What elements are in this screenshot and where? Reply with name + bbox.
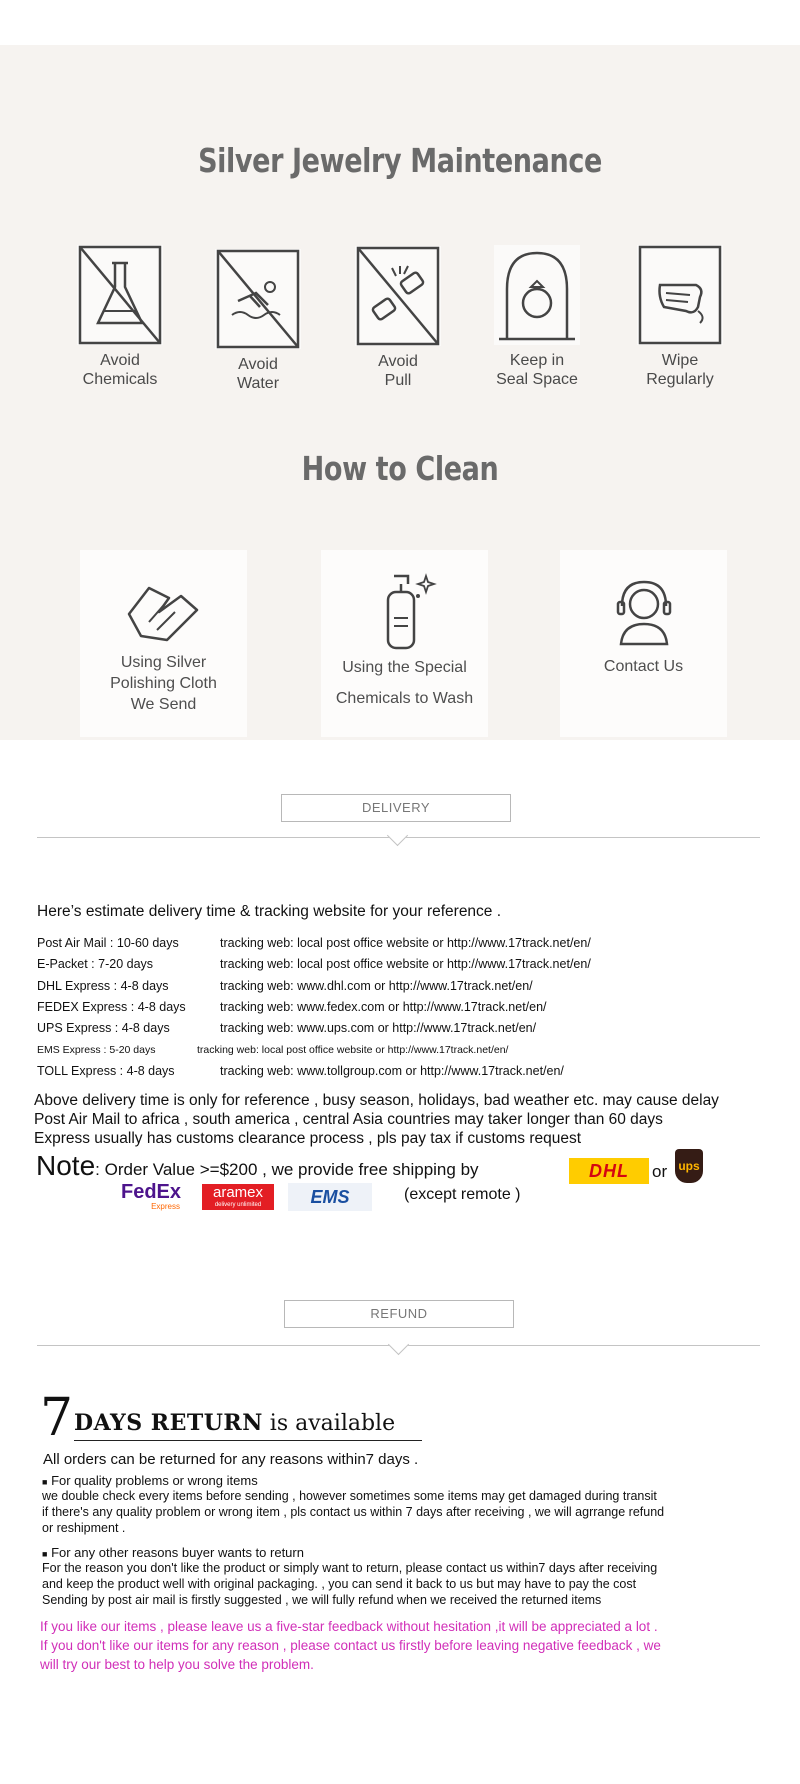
shipping-row: Post Air Mail : 10-60 days tracking web: local post office website or http://www.17track.net/en/ [37, 936, 591, 950]
or-text: or [652, 1162, 668, 1181]
ups-logo: ups [675, 1149, 703, 1183]
refund-p2-line: For the reason you don't like the product or simply want to return, please contact us within7 days after receiving [42, 1561, 658, 1575]
delivery-intro: Here’s estimate delivery time & tracking website for your reference . [37, 903, 502, 920]
shipping-row: TOLL Express : 4-8 days tracking web: www.tollgroup.com or http://www.17track.net/en/ [37, 1064, 564, 1078]
customer-service-icon [560, 572, 727, 652]
maintenance-label: Avoid Pull [378, 353, 418, 389]
refund-p1-line: we double check every items before sending , however sometimes some items may get damaged during transit [42, 1489, 657, 1503]
refund-line-1: All orders can be returned for any reasons within7 days . [43, 1451, 419, 1468]
refund-point-1-head: ■ For quality problems or wrong items [42, 1473, 258, 1488]
refund-p2-line: and keep the product well with original packaging. , you can send it back to us but may have to pay the cost [42, 1577, 637, 1591]
return-underline [74, 1440, 422, 1441]
return-title: DAYS RETURN is available [74, 1410, 396, 1436]
maintenance-item-pull [333, 246, 463, 390]
maintenance-label: Avoid Water [236, 356, 280, 392]
shipping-row: UPS Express : 4-8 days tracking web: www.ups.com or http://www.17track.net/en/ [37, 1021, 537, 1035]
cloth-hand-icon [80, 572, 247, 652]
delivery-heading: DELIVERY [281, 794, 511, 822]
clean-card-label: Using the Special Chemicals to Wash [335, 659, 474, 707]
flask-prohibited-icon [77, 245, 163, 345]
maintenance-item-chemicals [55, 245, 185, 389]
maintenance-title: Silver Jewelry Maintenance [198, 141, 602, 180]
maintenance-item-water [193, 249, 323, 393]
maintenance-item-wipe [615, 245, 745, 389]
except-remote: (except remote ) [404, 1186, 521, 1203]
ring-box-icon [494, 245, 580, 345]
delivery-note-3: Express usually has customs clearance process , pls pay tax if customs request [34, 1130, 582, 1147]
clean-card-chemicals [321, 550, 488, 737]
delivery-note-1: Above delivery time is only for reference , busy season, holidays, bad weather etc. may cause delay [34, 1092, 719, 1109]
refund-chevron-icon [388, 1334, 409, 1355]
refund-point-2-head: ■ For any other reasons buyer wants to return [42, 1545, 304, 1560]
refund-heading: REFUND [284, 1300, 514, 1328]
fedex-logo: FedEx Express [120, 1181, 182, 1211]
how-to-clean-title: How to Clean [301, 449, 499, 488]
spray-bottle-icon [321, 572, 488, 652]
aramex-logo: aramex delivery unlimited [202, 1184, 274, 1210]
swimmer-prohibited-icon [215, 249, 301, 349]
feedback-line: If you don't like our items for any reason , please contact us firstly before leaving negative feedback , we [40, 1638, 661, 1653]
shipping-row: DHL Express : 4-8 days tracking web: www.dhl.com or http://www.17track.net/en/ [37, 979, 533, 993]
maintenance-item-seal [472, 245, 602, 389]
shipping-row: E-Packet : 7-20 days tracking web: local post office website or http://www.17track.net/en/ [37, 957, 591, 971]
delivery-chevron-icon [387, 825, 408, 846]
dhl-logo: DHL [569, 1158, 649, 1184]
delivery-note-2: Post Air Mail to africa , south america , central Asia countries may taker longer than 60 days [34, 1111, 663, 1128]
feedback-line: will try our best to help you solve the problem. [40, 1657, 314, 1672]
seven-numeral: 7 [40, 1388, 74, 1448]
note-label: Note [36, 1150, 96, 1181]
maintenance-label: Keep in Seal Space [496, 352, 578, 388]
shipping-row: EMS Express : 5-20 days tracking web: local post office website or http://www.17track.net/en/ [37, 1044, 509, 1056]
maintenance-panel [0, 45, 800, 740]
contact-us-label[interactable]: Contact Us [603, 658, 684, 675]
note-text: : Order Value >=$200 , we provide free shipping by [95, 1160, 479, 1179]
broken-chain-prohibited-icon [355, 246, 441, 346]
clean-card-contact[interactable] [560, 550, 727, 737]
shipping-row: FEDEX Express : 4-8 days tracking web: www.fedex.com or http://www.17track.net/en/ [37, 1000, 547, 1014]
refund-p1-line: or reshipment . [42, 1521, 126, 1535]
feedback-line: If you like our items , please leave us a five-star feedback without hesitation ,it will be appreciated a lot . [40, 1619, 658, 1634]
clean-card-label: Using Silver Polishing Cloth We Send [110, 654, 217, 713]
maintenance-label: Wipe Regularly [646, 352, 714, 388]
polishing-cloth-icon [637, 245, 723, 345]
refund-p2-line: Sending by post air mail is firstly suggested , we will fully refund when we received the returned items [42, 1593, 602, 1607]
free-shipping-note [36, 1150, 479, 1182]
clean-card-cloth [80, 550, 247, 737]
ems-logo: EMS [288, 1183, 372, 1211]
maintenance-label: Avoid Chemicals [82, 352, 158, 388]
refund-p1-line: if there's any quality problem or wrong item , pls contact us within 7 days after receiving , we will agrrange refund [42, 1505, 665, 1519]
